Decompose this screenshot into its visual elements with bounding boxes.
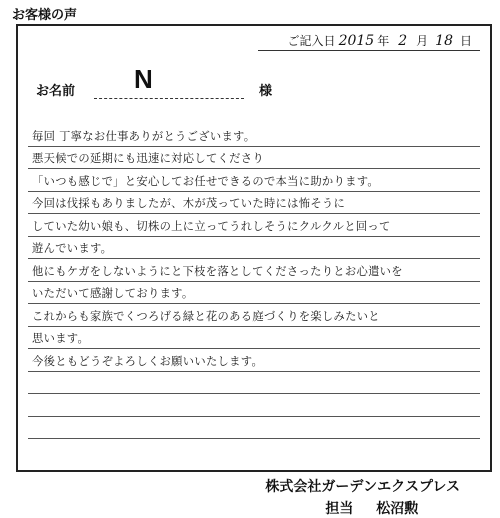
message-line-text: これからも家族でくつろげる緑と花のある庭づくりを楽しみたいと — [32, 309, 380, 323]
message-line — [28, 214, 480, 237]
message-line — [28, 192, 480, 215]
entry-date — [288, 32, 472, 49]
message-line — [28, 304, 480, 327]
company-name: 株式会社ガーデンエクスプレス — [265, 479, 460, 495]
message-line-text: いただいて感謝しております。 — [32, 287, 194, 300]
message-line-text: 「いつも感じで」と安心してお任せできるので本当に助かります。 — [32, 174, 380, 188]
message-line-text: 他にもケガをしないようにと下枝を落としてくださったりとお心遣いを — [32, 264, 403, 278]
date-month: 2 — [398, 33, 408, 49]
form-title: お客様の声 — [12, 8, 78, 23]
customer-voice-form — [16, 24, 492, 472]
message-line — [28, 147, 480, 170]
staff-person: 松沼勲 — [376, 501, 419, 517]
date-day-unit: 日 — [459, 34, 472, 48]
message-line-text: 悪天候での延期にも迅速に対応してくださり — [32, 152, 264, 165]
date-month-unit: 月 — [416, 34, 429, 48]
message-line — [28, 417, 480, 440]
name-label: お名前 — [36, 84, 76, 99]
name-value: N — [134, 64, 153, 94]
message-area — [28, 124, 480, 460]
date-underline — [258, 50, 480, 51]
message-line — [28, 124, 480, 147]
staff-line — [265, 498, 460, 518]
message-line-text: 今後ともどうぞよろしくお願いいたします。 — [32, 354, 264, 368]
message-line — [28, 327, 480, 350]
name-suffix: 様 — [258, 84, 272, 99]
message-line-text: 遊んでいます。 — [32, 242, 113, 255]
date-year-unit: 年 — [377, 34, 390, 48]
message-line-text: していた幼い娘も、切株の上に立ってうれしそうにクルクルと回って — [32, 219, 391, 233]
message-line — [28, 349, 480, 372]
message-line — [28, 237, 480, 260]
message-line-text: 今回は伐採もありましたが、木が茂っていた時には怖そうに — [32, 197, 346, 210]
footer — [265, 476, 460, 518]
date-day: 18 — [435, 33, 453, 49]
message-line — [28, 259, 480, 282]
message-line — [28, 394, 480, 417]
date-label: ご記入日 — [287, 34, 336, 48]
staff-role: 担当 — [325, 501, 354, 517]
message-line-text: 思います。 — [32, 332, 90, 345]
message-line-text: 毎回 丁寧なお仕事ありがとうございます。 — [32, 129, 256, 143]
message-line — [28, 372, 480, 395]
message-line — [28, 282, 480, 305]
message-line — [28, 169, 480, 192]
name-underline — [94, 98, 244, 99]
date-year: 2015 — [338, 33, 375, 49]
name-field — [34, 64, 274, 99]
